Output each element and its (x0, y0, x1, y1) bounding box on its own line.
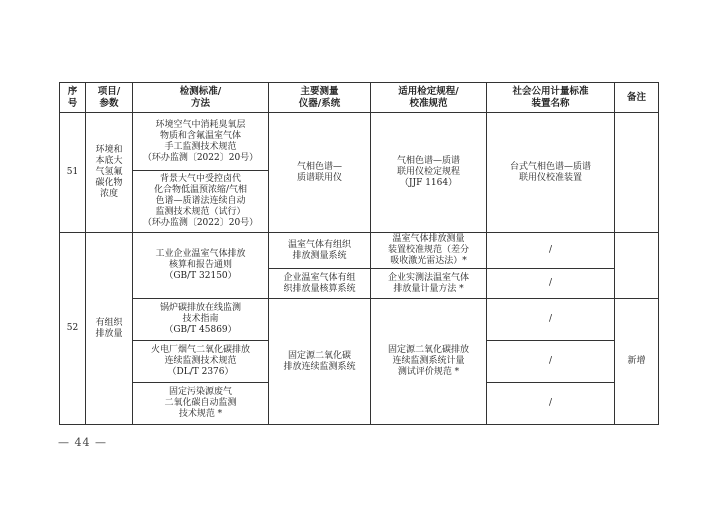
row52-device-a2: / (487, 269, 615, 299)
row52-device-d: / (487, 383, 615, 425)
header-device: 社会公用计量标准 装置名称 (487, 83, 615, 113)
header-remark: 备注 (615, 83, 659, 113)
table-row (60, 299, 659, 341)
row52-remark-empty (615, 233, 659, 299)
header-procedure: 适用检定规程/ 校准规范 (371, 83, 487, 113)
metrology-table (59, 82, 659, 425)
row51-remark (615, 113, 659, 233)
row52-seq: 52 (60, 233, 86, 425)
row52-device-c: / (487, 341, 615, 383)
row52-procedure-a2: 企业实测法温室气体 排放量计量方法 * (371, 269, 487, 299)
header-seq: 序 号 (60, 83, 86, 113)
page-number: — 44 — (58, 436, 107, 449)
row52-standard-d: 固定污染源废气 二氧化碳自动监测 技术规范 * (133, 383, 269, 425)
row51-seq: 51 (60, 113, 86, 233)
row52-standard-b: 锅炉碳排放在线监测 技术指南 （GB/T 45869） (133, 299, 269, 341)
header-row (60, 83, 659, 113)
row52-instrument-a2: 企业温室气体有组 织排放量核算系统 (269, 269, 371, 299)
table-row (60, 233, 659, 269)
header-instrument: 主要测量 仪器/系统 (269, 83, 371, 113)
row52-instrument-bcd: 固定源二氧化碳 排放连续监测系统 (269, 299, 371, 425)
row51-standard-2: 背景大气中受控卤代 化合物低温预浓缩/气相 色谱—质谱法连续自动 监测技术规范（试行） （环办监测〔2022〕20号） (133, 171, 269, 233)
row52-standard-c: 火电厂烟气二氧化碳排放 连续监测技术规范 （DL/T 2376） (133, 341, 269, 383)
row51-instrument: 气相色谱— 质谱联用仪 (269, 113, 371, 233)
row51-item: 环境和 本底大 气氢氟 碳化物 浓度 (86, 113, 133, 233)
table-row (60, 113, 659, 171)
row52-device-a1: / (487, 233, 615, 269)
row52-instrument-a1: 温室气体有组织 排放测量系统 (269, 233, 371, 269)
row52-procedure-bcd: 固定源二氧化碳排放 连续监测系统计量 测试评价规范 * (371, 299, 487, 425)
header-item: 项目/ 参数 (86, 83, 133, 113)
header-standard: 检测标准/ 方法 (133, 83, 269, 113)
row52-procedure-a1: 温室气体排放测量 装置校准规范（差分 吸收激光雷达法）* (371, 233, 487, 269)
row51-procedure: 气相色谱—质谱 联用仪检定规程 （JJF 1164） (371, 113, 487, 233)
row52-item: 有组织 排放量 (86, 233, 133, 425)
row52-standard-a: 工业企业温室气体排放 核算和报告通则 （GB/T 32150） (133, 233, 269, 299)
row51-standard-1: 环境空气中消耗臭氧层 物质和含氟温室气体 手工监测技术规范 （环办监测〔2022〕20号） (133, 113, 269, 171)
row51-device: 台式气相色谱—质谱 联用仪校准装置 (487, 113, 615, 233)
row52-remark: 新增 (615, 299, 659, 425)
row52-device-b: / (487, 299, 615, 341)
